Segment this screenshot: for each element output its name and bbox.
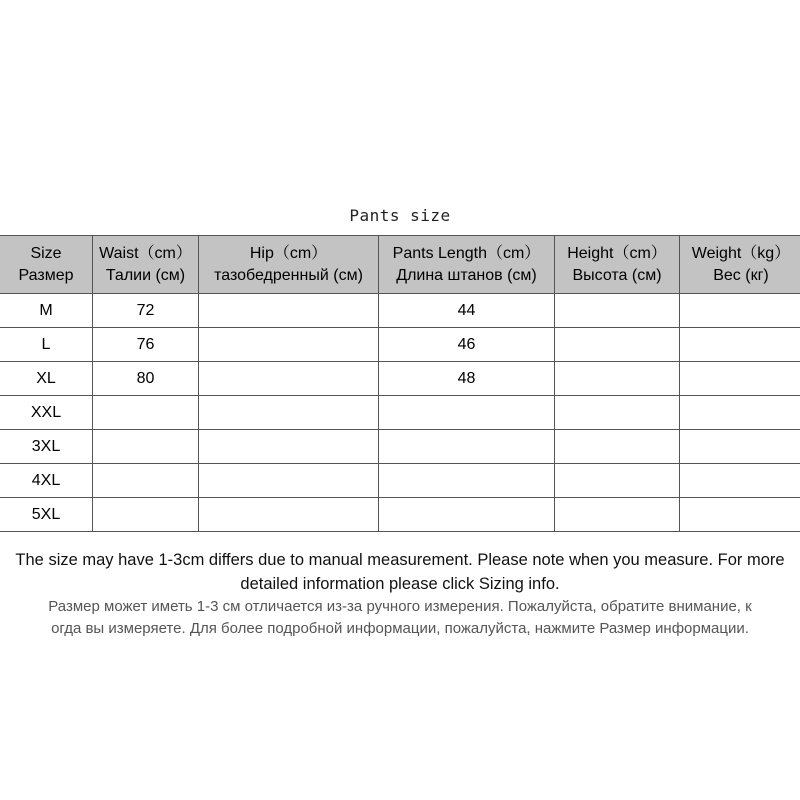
cell-weight [680,328,800,362]
cell-waist [93,430,199,464]
header-weight [680,236,800,294]
cell-waist [93,498,199,532]
table-row [0,430,800,464]
cell-height [555,328,680,362]
measurement-note-en [0,548,800,596]
cell-size: 5XL [0,498,93,532]
cell-pants-length [379,430,555,464]
header-hip-ru: тазобедренный (см) [214,266,363,284]
table-title: Pants size [349,206,451,225]
cell-size: XXL [0,396,93,430]
header-size [0,236,93,294]
cell-height [555,498,680,532]
table-row [0,362,800,396]
measurement-note-ru-line1: Размер может иметь 1-3 см отличается из-за ручного измерения. Пожалуйста, обратите внимание, к [48,598,752,615]
header-weight-ru: Вес (кг) [713,266,769,284]
size-table [0,235,800,532]
cell-weight [680,294,800,328]
cell-size: L [0,328,93,362]
cell-waist [93,396,199,430]
cell-hip [199,328,379,362]
cell-size: XL [0,362,93,396]
cell-hip [199,396,379,430]
cell-pants-length: 48 [379,362,555,396]
measurement-note-en-line2: detailed information please click Sizing info. [240,575,560,593]
cell-weight [680,498,800,532]
cell-hip [199,464,379,498]
cell-waist: 72 [93,294,199,328]
cell-waist: 76 [93,328,199,362]
cell-hip [199,498,379,532]
header-pants-length-en: Pants Length（cm） [392,244,541,262]
header-pants-length [379,236,555,294]
table-row [0,498,800,532]
cell-height [555,464,680,498]
cell-size: 3XL [0,430,93,464]
cell-height [555,362,680,396]
header-row [0,236,800,294]
header-height-ru: Высота (см) [572,266,662,284]
cell-hip [199,430,379,464]
header-height [555,236,680,294]
cell-height [555,396,680,430]
table-row [0,328,800,362]
table-row [0,464,800,498]
cell-weight [680,464,800,498]
cell-height [555,430,680,464]
measurement-note-ru-line2: огда вы измеряете. Для более подробной информации, пожалуйста, нажмите Размер информации. [51,620,749,637]
header-hip [199,236,379,294]
cell-size: 4XL [0,464,93,498]
header-waist [93,236,199,294]
cell-pants-length [379,396,555,430]
cell-pants-length: 46 [379,328,555,362]
header-size-ru: Размер [18,266,74,284]
cell-hip [199,362,379,396]
header-waist-en: Waist（cm） [99,244,192,262]
header-size-en: Size [30,244,62,262]
cell-weight [680,396,800,430]
header-weight-en: Weight（kg） [691,244,791,262]
table-row [0,396,800,430]
measurement-note-ru [0,596,800,640]
cell-weight [680,430,800,464]
header-pants-length-ru: Длина штанов (см) [396,266,537,284]
table-row [0,294,800,328]
cell-pants-length: 44 [379,294,555,328]
cell-height [555,294,680,328]
cell-hip [199,294,379,328]
cell-size: M [0,294,93,328]
header-height-en: Height（cm） [567,244,667,262]
cell-pants-length [379,464,555,498]
measurement-note-en-line1: The size may have 1-3cm differs due to manual measurement. Please note when you measure. For more [15,551,785,569]
cell-waist [93,464,199,498]
cell-weight [680,362,800,396]
cell-waist: 80 [93,362,199,396]
header-waist-ru: Талии (см) [105,266,186,284]
cell-pants-length [379,498,555,532]
header-hip-en: Hip（cm） [249,244,328,262]
